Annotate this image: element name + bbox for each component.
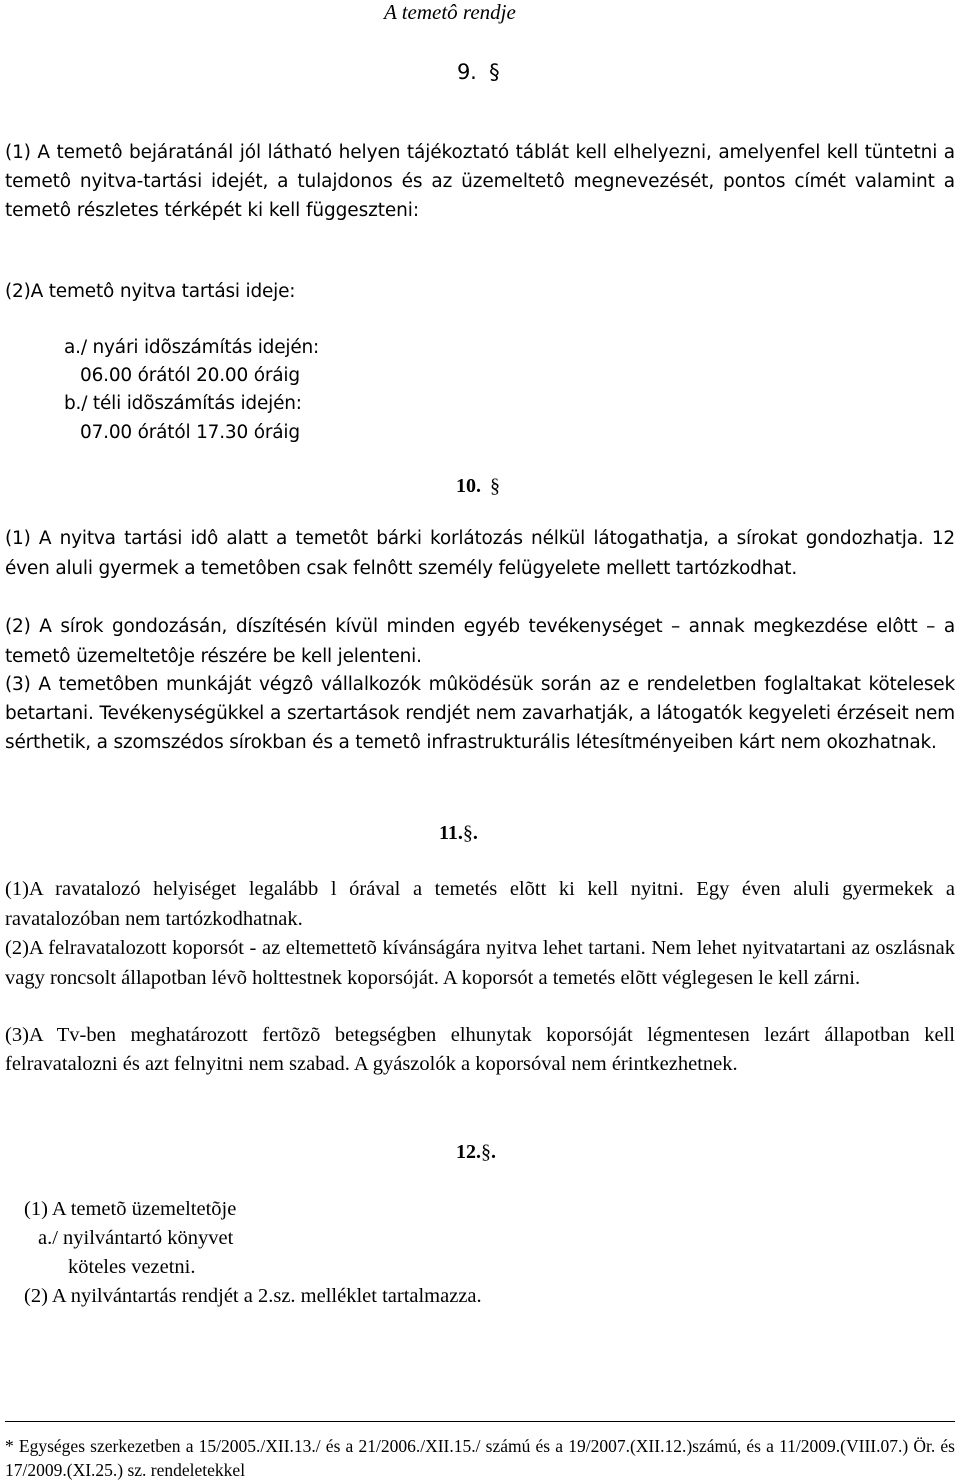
section-11-suffix: . [472,822,478,844]
section-11-number: 11. [439,822,463,844]
section-9-paragraph-2: (2)A temetô nyitva tartási ideje: [5,281,296,302]
section-9-symbol: § [489,60,500,84]
summer-hours-value: 06.00 órától 20.00 óráig [80,365,300,386]
footnote-separator [5,1421,955,1422]
winter-hours-value: 07.00 órától 17.30 óráig [80,422,300,443]
footnote: * Egységes szerkezetben a 15/2005./XII.13./ és a 21/2006./XII.15./ számú és a 19/2007.(XII.12.)számú, és a 11/2009.(VIII.07.) Ör. és 17/2009.(XI.25.) sz. rendeletekkel [5,1436,955,1480]
section-9-number: 9. [457,60,477,84]
section-11-paragraph-1: (1)A ravatalozó helyiséget legalább l órával a temetés elõtt ki kell nyitni. Egy éven aluli gyermekek a ravatalozóban nem tartózkodhatnak. [5,878,955,930]
section-10-paragraph-1: (1) A nyitva tartási idô alatt a temetôt bárki korlátozás nélkül látogathatja, a sírokat gondozhatja. 12 éven aluli gyermek a temetôben csak felnôtt személy felügyelete mellett tartózkodhat. [5,528,955,579]
section-12-line-1: (1) A temetõ üzemeltetõje [24,1198,237,1220]
section-12-line-2: a./ nyilvántartó könyvet [38,1227,234,1249]
section-10-heading [456,472,500,501]
section-12-symbol: § [481,1141,491,1163]
winter-hours-label: b./ téli idõszámítás idején: [64,393,302,414]
section-11-paragraph-2: (2)A felravatalozott koporsót - az eltemettetõ kívánságára nyitva lehet tartani. Nem lehet nyitvatartani az oszlásnak vagy roncsolt állapotban lévõ holttestnek koporsóját. A koporsót a temetés elõtt véglegesen le kell zárni. [5,937,955,989]
section-10-number: 10. [456,475,481,497]
section-9-paragraph-1: (1) A temetô bejáratánál jól látható helyen tájékoztató táblát kell elhelyezni, amelyenfel kell tüntetni a temetô nyitva-tartási idejét, a tulajdonos és az üzemeltetô megnevezését, pontos címét valamint a temetô részletes térképét ki kell függeszteni: [5,142,955,221]
section-12-number: 12. [456,1141,481,1163]
section-9-heading [457,58,499,87]
section-10-paragraph-3: (3) A temetôben munkáját végzô vállalkozók mûködésük során az e rendeletben foglaltakat kötelesek betartani. Tevékenységükkel a szertartások rendjét nem zavarhatják, a látogatók kegyeleti érzéseit nem sérthetik, a szomszédos sírokban és a temetô infrastrukturális létesítményeiben kárt nem okozhatnak. [5,674,955,753]
section-12-heading [456,1138,496,1167]
section-12-line-3: köteles vezetni. [68,1256,196,1278]
section-11-symbol: § [462,822,473,844]
summer-hours-label: a./ nyári idõszámítás idején: [64,337,320,358]
section-11-paragraph-3: (3)A Tv-ben meghatározott fertõzõ betegségben elhunytak koporsóját légmentesen lezárt állapotban kell felravatalozni és azt felnyitni nem szabad. A gyászolók a koporsóval nem érintkezhetnek. [5,1024,955,1075]
section-10-symbol: § [490,475,500,497]
section-11-heading [439,819,478,848]
section-12-line-4: (2) A nyilvántartás rendjét a 2.sz. melléklet tartalmazza. [24,1285,482,1307]
page-title: A temetô rendje [384,0,516,24]
section-12-suffix: . [491,1141,496,1163]
section-10-paragraph-2: (2) A sírok gondozásán, díszítésén kívül minden egyéb tevékenységet – annak megkezdése elôtt – a temetô üzemeltetôje részére be kell jelenteni. [5,616,955,667]
